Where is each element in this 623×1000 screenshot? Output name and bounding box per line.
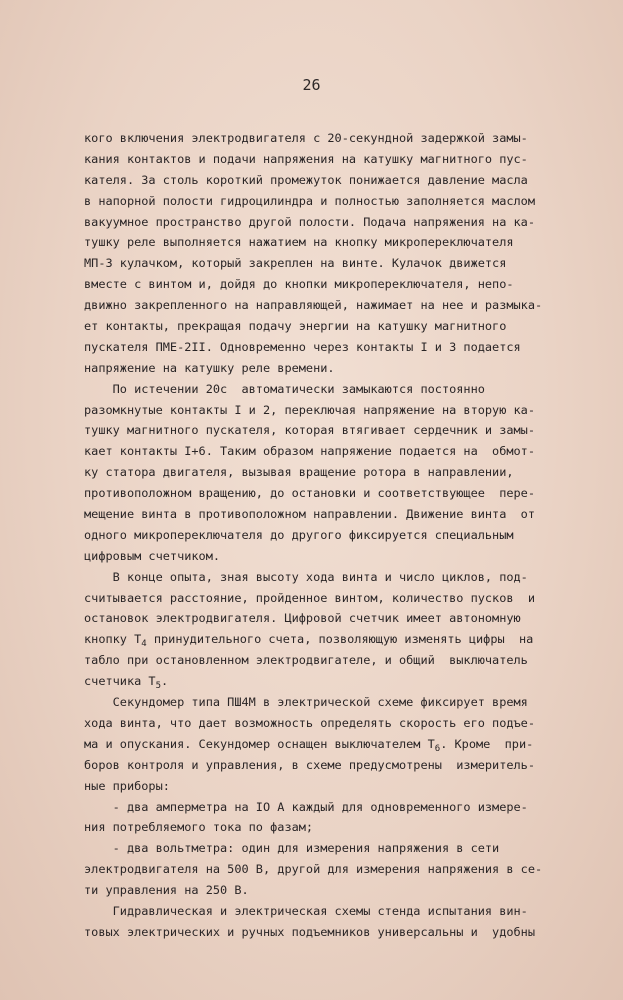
text-line: кает контакты I+6. Таким образом напряжение подается на обмот- xyxy=(84,444,536,459)
text-line: тушку реле выполняется нажатием на кнопку микропереключателя xyxy=(84,235,514,250)
text-line: пускателя ПМЕ-2II. Одновременно через контакты I и 3 подается xyxy=(84,339,521,354)
page-number: 26 xyxy=(302,76,321,94)
text-line: ные приборы: xyxy=(84,778,170,793)
text-line: разомкнутые контакты I и 2, переключая напряжение на вторую ка- xyxy=(84,402,536,417)
text-line: тушку магнитного пускателя, которая втягивает сердечник и замы- xyxy=(84,423,536,438)
text-line: цифровым счетчиком. xyxy=(84,548,221,563)
text-line: Секундомер типа ПШ4М в электрической схеме фиксирует время xyxy=(84,695,528,710)
text-line: вместе с винтом и, дойдя до кнопки микропереключателя, непо- xyxy=(84,277,514,292)
text-line: ма и опускания. Секундомер оснащен выключателем $Т_6$. Кроме при- xyxy=(84,736,534,754)
text-line: в напорной полости гидроцилиндра и полностью заполняется маслом xyxy=(84,193,536,208)
text-line: По истечении 20с автоматически замыкаются постоянно xyxy=(84,381,485,396)
body-text xyxy=(84,128,604,943)
text-line: ти управления на 250 В. xyxy=(84,883,249,898)
text-line: - два вольтметра: один для измерения напряжения в сети xyxy=(84,841,500,856)
text-line: - два амперметра на IO А каждый для одновременного измере- xyxy=(84,799,528,814)
text-line: кого включения электродвигателя с 20-секундной задержкой замы- xyxy=(84,131,528,145)
text-line: напряжение на катушку реле времени. xyxy=(84,360,335,375)
text-line: движно закрепленного на направляющей, нажимает на нее и размыка- xyxy=(84,298,543,313)
text-line: остановок электродвигателя. Цифровой счетчик имеет автономную xyxy=(84,611,521,626)
text-line: ет контакты, прекращая подачу энергии на катушку магнитного xyxy=(84,319,507,334)
text-line: противоположном вращению, до остановки и соответствующее пере- xyxy=(84,486,536,501)
text-line: кнопку $Т_4$ принудительного счета, позволяющую изменять цифры на xyxy=(84,632,534,650)
text-line: Гидравлическая и электрическая схемы стенда испытания вин- xyxy=(84,903,528,918)
text-line: ния потребляемого тока по фазам; xyxy=(84,820,314,835)
text-line: МП-3 кулачком, который закреплен на винте. Кулачок движется xyxy=(84,256,507,271)
text-line: одного микропереключателя до другого фиксируется специальным xyxy=(84,527,514,542)
text-line: считывается расстояние, пройденное винтом, количество пусков и xyxy=(84,590,536,605)
text-line: электродвигателя на 500 В, другой для измерения напряжения в се- xyxy=(84,862,543,877)
text-line: боров контроля и управления, в схеме предусмотрены измеритель- xyxy=(84,757,536,772)
text-line: мещение винта в противоположном направлении. Движение винта от xyxy=(84,507,536,522)
text-line: счетчика $Т_5$. xyxy=(84,674,169,692)
text-line: ку статора двигателя, вызывая вращение ротора в направлении, xyxy=(84,465,514,480)
text-line: кания контактов и подачи напряжения на катушку магнитного пус- xyxy=(84,151,528,166)
text-line: кателя. За столь короткий промежуток понижается давление масла xyxy=(84,172,528,187)
text-line: хода винта, что дает возможность определять скорость его подъе- xyxy=(84,715,536,730)
text-line: табло при остановленном электродвигателе, и общий выключатель xyxy=(84,653,528,668)
text-line: В конце опыта, зная высоту хода винта и число циклов, под- xyxy=(84,569,528,584)
text-line: вакуумное пространство другой полости. Подача напряжения на ка- xyxy=(84,214,536,229)
text-line: товых электрических и ручных подъемников универсальны и удобны xyxy=(84,924,536,939)
